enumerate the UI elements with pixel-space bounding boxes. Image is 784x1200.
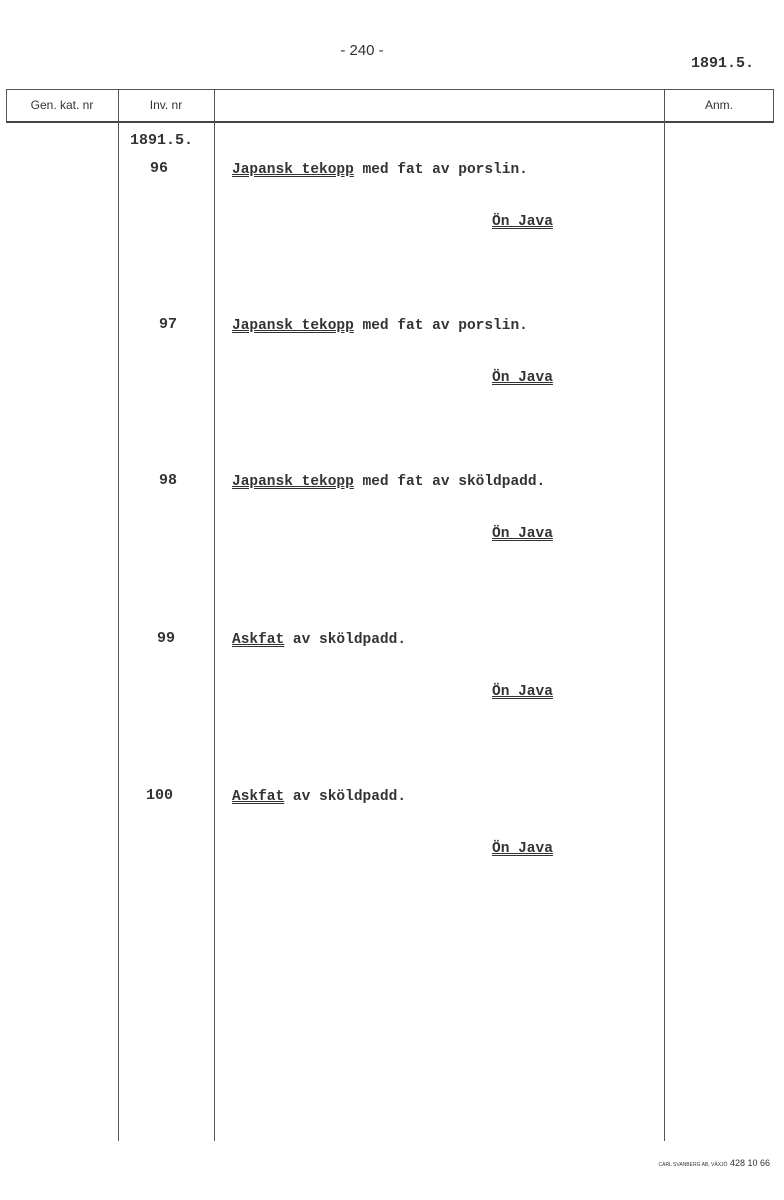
entry-keyword: Japansk tekopp (232, 318, 354, 334)
inv-number: 99 (157, 630, 176, 647)
form-code: 428 10 66 (729, 1158, 770, 1168)
entry-text: med fat av porslin. (353, 318, 528, 334)
column-divider-gen-inv (118, 89, 119, 1141)
column-divider-desc-anm (664, 89, 665, 1141)
entry-keyword: Askfat (232, 632, 285, 648)
entry-origin: Ön Java (492, 526, 553, 542)
entry-text: av sköldpadd. (284, 789, 407, 805)
entry-description (232, 632, 406, 648)
entry-keyword: Askfat (232, 789, 285, 805)
inv-number: 98 (159, 472, 178, 489)
entry-origin: Ön Java (492, 684, 553, 700)
entry-description (232, 162, 528, 178)
header-bottom-rule (6, 121, 774, 123)
printer-name: CARL SVANBERG AB, VÄXJÖ (658, 1162, 728, 1168)
printer-footer (659, 1158, 770, 1168)
header-top-rule (6, 89, 774, 90)
inv-number: 96 (150, 160, 169, 177)
inv-prefix: 1891.5. (130, 132, 194, 149)
entry-text: med fat av sköldpadd. (353, 474, 546, 490)
column-header-anm: Anm. (704, 98, 733, 112)
entry-origin: Ön Java (492, 370, 553, 386)
column-header-gen-kat-nr: Gen. kat. nr (30, 98, 94, 112)
column-divider-inv-desc (214, 89, 215, 1141)
entry-description (232, 474, 545, 490)
entry-description (232, 318, 528, 334)
inv-number: 100 (146, 787, 174, 804)
entry-keyword: Japansk tekopp (232, 474, 354, 490)
column-header-inv-nr: Inv. nr (149, 98, 183, 112)
entry-origin: Ön Java (492, 841, 553, 857)
entry-keyword: Japansk tekopp (232, 162, 354, 178)
inv-number: 97 (159, 316, 178, 333)
entry-origin: Ön Java (492, 214, 553, 230)
entry-description (232, 789, 406, 805)
page-number: - 240 - (340, 42, 384, 59)
entry-text: med fat av porslin. (353, 162, 528, 178)
entry-text: av sköldpadd. (284, 632, 407, 648)
year-header: 1891.5. (690, 55, 754, 72)
